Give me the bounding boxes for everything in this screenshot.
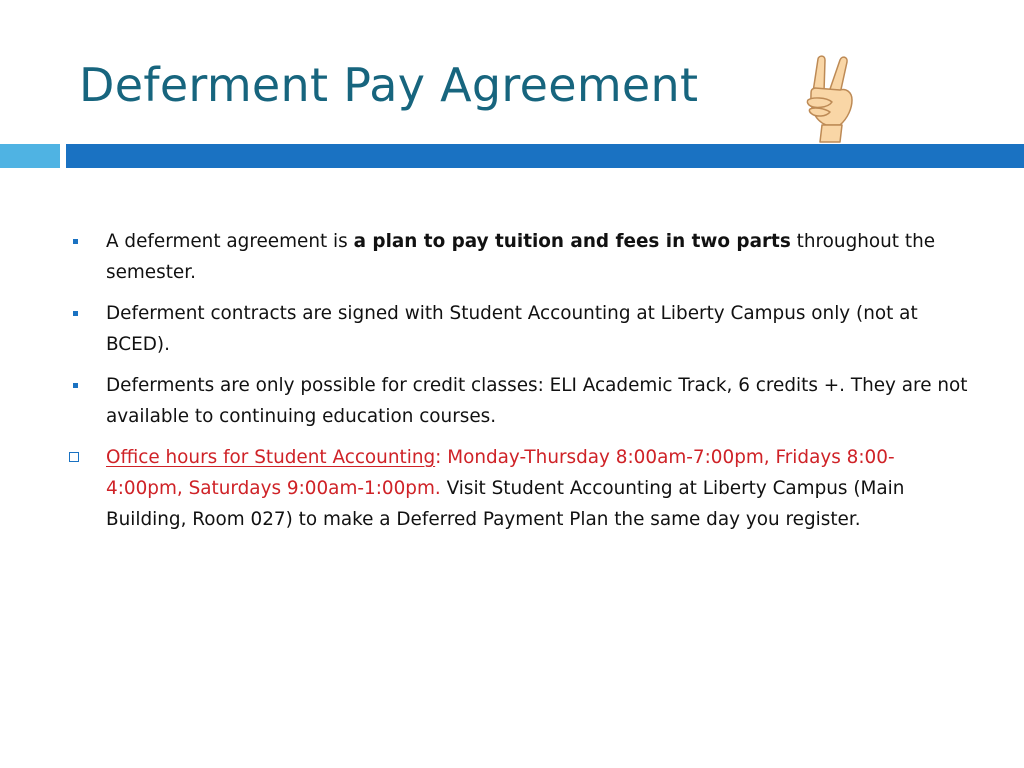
content-bullet-list [68,226,968,545]
bullet-eligibility [68,370,968,432]
hollow-square-bullet-icon [69,452,79,462]
slide-title: Deferment Pay Agreement [79,58,699,112]
bullet-bold-phrase: a plan to pay tuition and fees in two parts [353,231,791,252]
bullet-contract-location [68,298,968,360]
office-hours-link[interactable]: Office hours for Student Accounting [106,447,436,468]
office-hours-colon: : [435,447,448,468]
bullet-text: Deferment contracts are signed with Student Accounting at Liberty Campus only (not at BCED). [106,303,918,355]
bullet-text-suffix: throughout the semester. [106,231,936,283]
victory-hand-icon [800,52,864,144]
title-accent-bar-left [0,144,60,168]
bullet-office-hours [68,442,968,535]
office-hours-instructions: Visit Student Accounting at Liberty Campus (Main Building, Room 027) to make a Deferred Payment Plan the same day you register. [106,478,905,530]
square-bullet-icon [73,239,78,244]
bullet-text: Deferments are only possible for credit classes: ELI Academic Track, 6 credits +. They are not available to continuing education courses. [106,375,968,427]
bullet-deferment-definition [68,226,968,288]
bullet-text-prefix: A deferment agreement is [106,231,354,252]
title-accent-bar-right [66,144,1024,168]
office-hours-schedule: Monday-Thursday 8:00am-7:00pm, Fridays 8:00-4:00pm, Saturdays 9:00am-1:00pm. [106,447,895,499]
square-bullet-icon [73,311,78,316]
square-bullet-icon [73,383,78,388]
